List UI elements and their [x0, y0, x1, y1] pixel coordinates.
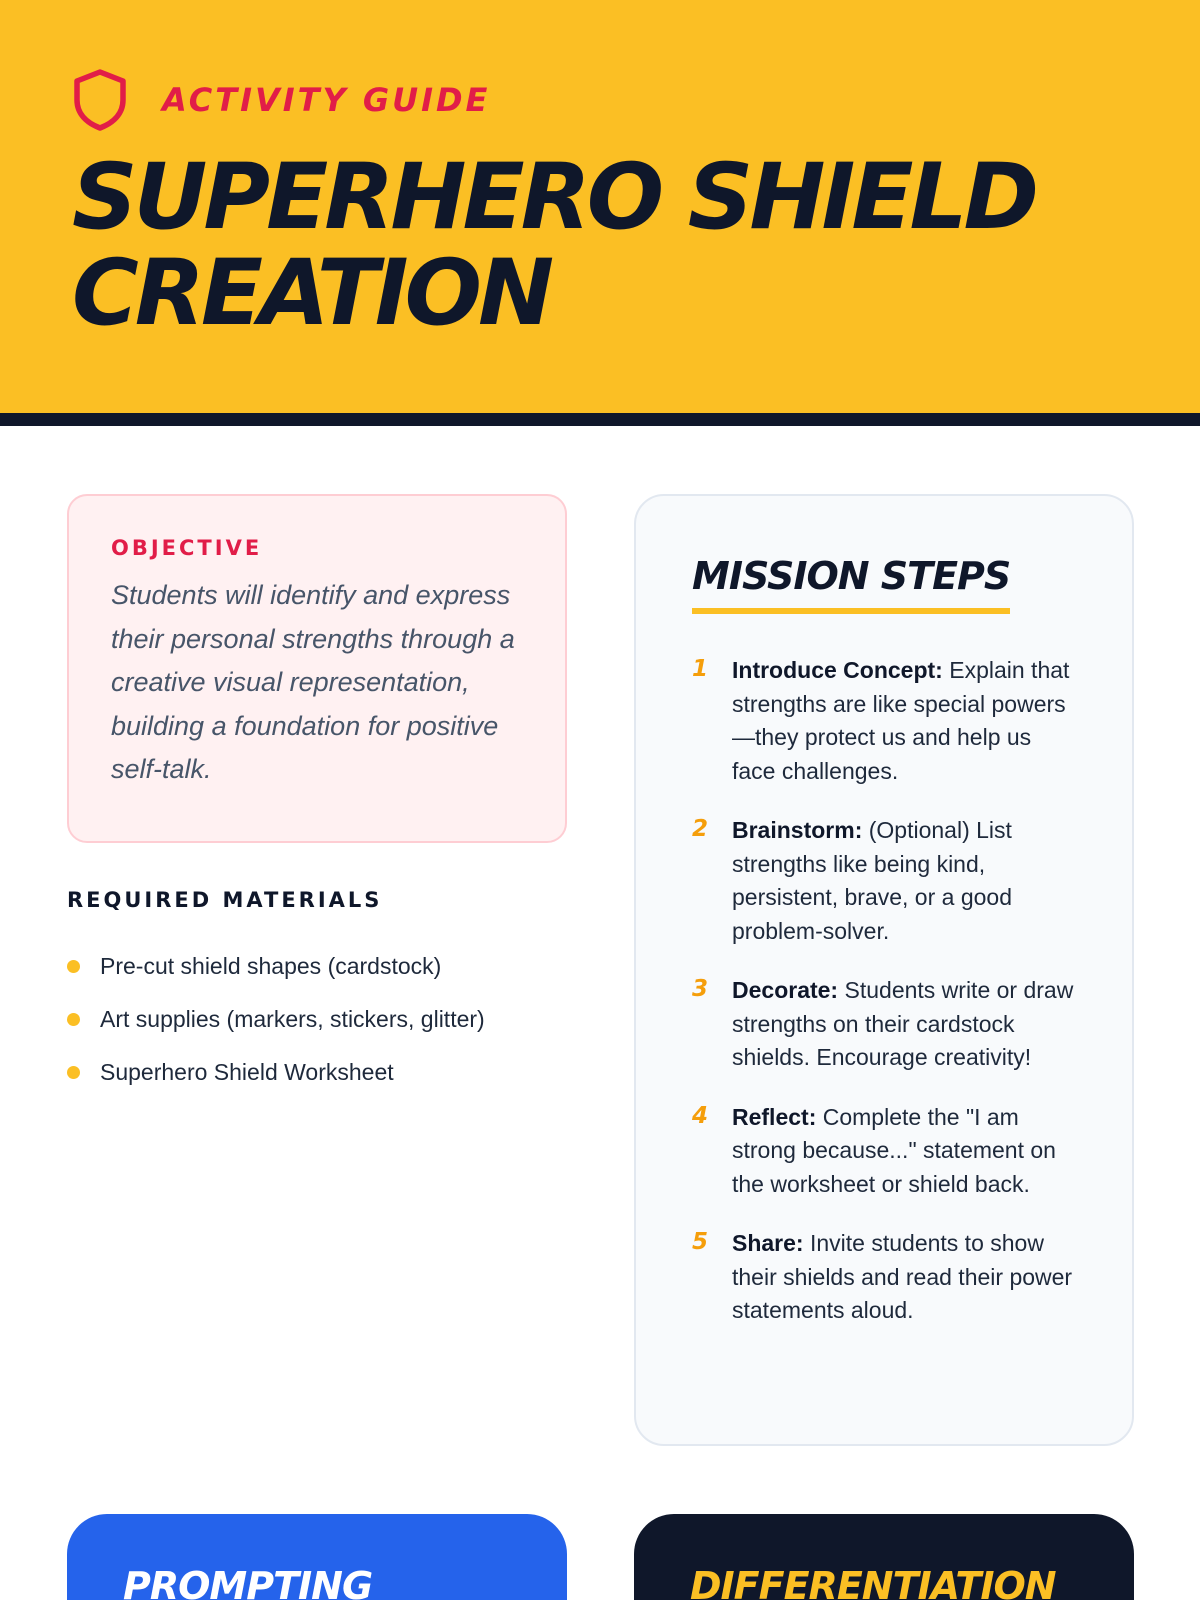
prompting-card	[67, 1514, 567, 1600]
step-description: Complete the "I am strong because..." statement on the worksheet or shield back.	[732, 1103, 1056, 1197]
step-text	[732, 974, 1076, 1075]
step-text	[732, 1101, 1076, 1202]
shield-icon	[72, 68, 128, 132]
step-number: 1	[692, 656, 709, 682]
prompting-title: PROMPTING	[123, 1564, 373, 1600]
header-banner	[0, 0, 1200, 426]
step-label: Decorate:	[732, 977, 839, 1003]
step-number: 2	[692, 816, 709, 842]
mission-steps-title: MISSION STEPS	[692, 554, 1010, 614]
eyebrow-label: ACTIVITY GUIDE	[162, 81, 491, 119]
bullet-icon	[67, 1013, 80, 1026]
material-text: Pre-cut shield shapes (cardstock)	[100, 953, 442, 979]
step-item	[692, 1227, 1076, 1328]
list-item	[67, 993, 485, 1046]
step-number: 3	[692, 976, 709, 1002]
list-item	[67, 1046, 485, 1099]
objective-card	[67, 494, 567, 843]
step-label: Introduce Concept:	[732, 657, 943, 683]
objective-text: Students will identify and express their personal strengths through a creative visual representation, building a foundation for positive self-talk.	[111, 580, 515, 784]
step-description: Students write or draw strengths on their cardstock shields. Encourage creativity!	[732, 977, 1074, 1070]
step-item	[692, 1101, 1076, 1202]
bullet-icon	[67, 1066, 80, 1079]
material-text: Art supplies (markers, stickers, glitter)	[100, 1006, 485, 1032]
list-item	[67, 940, 485, 993]
step-text	[732, 814, 1076, 948]
mission-steps-card	[634, 494, 1134, 1446]
step-label: Brainstorm:	[732, 817, 863, 843]
step-label: Share:	[732, 1230, 804, 1256]
materials-list	[67, 940, 485, 1099]
step-description: Explain that strengths are like special powers—they protect us and help us face challenges.	[732, 657, 1070, 784]
differentiation-card	[634, 1514, 1134, 1600]
materials-title: REQUIRED MATERIALS	[67, 888, 383, 912]
step-text	[732, 1227, 1076, 1328]
eyebrow	[72, 68, 490, 132]
step-item	[692, 814, 1076, 948]
step-number: 4	[692, 1102, 709, 1129]
bullet-icon	[67, 960, 80, 973]
material-text: Superhero Shield Worksheet	[100, 1059, 394, 1085]
step-item	[692, 974, 1076, 1075]
step-number: 5	[692, 1229, 709, 1255]
objective-label: OBJECTIVE	[111, 536, 263, 560]
step-label: Reflect:	[732, 1103, 817, 1130]
step-description: (Optional) List strengths like being kind, persistent, brave, or a good problem-solver.	[732, 817, 1012, 944]
page-title: SUPERHERO SHIELD CREATION	[72, 145, 1036, 346]
step-description: Invite students to show their shields and read their power statements aloud.	[732, 1230, 1073, 1323]
differentiation-title: DIFFERENTIATION	[690, 1564, 1056, 1600]
step-text	[732, 654, 1076, 788]
step-list	[692, 654, 1076, 1328]
step-item	[692, 654, 1076, 788]
